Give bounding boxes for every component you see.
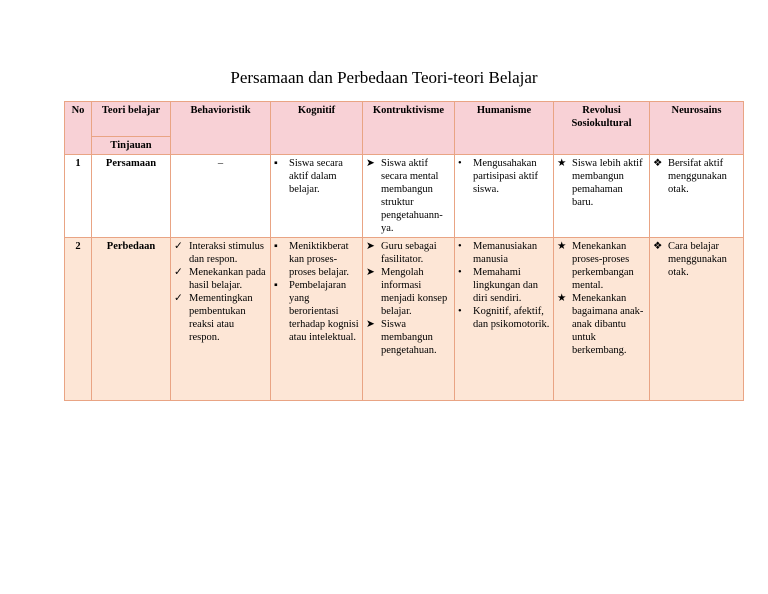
cell-neurosains bbox=[650, 238, 744, 401]
cell-behavioristik bbox=[171, 238, 271, 401]
table-row bbox=[65, 155, 744, 238]
list-item: • Memahami lingkungan dan diri sendiri. bbox=[458, 267, 539, 304]
square-bullet-icon: ▪ bbox=[274, 280, 278, 291]
cell-sosiokultural bbox=[554, 155, 650, 238]
dot-bullet-icon: • bbox=[458, 306, 462, 317]
header-neurosains: Neurosains bbox=[650, 102, 744, 155]
page-title: Persamaan dan Perbedaan Teori-teori Belajar bbox=[230, 68, 538, 87]
diamond-bullet-icon: ❖ bbox=[653, 241, 663, 252]
list-item: ➤ Siswa membangun pengetahuan. bbox=[366, 319, 437, 356]
comparison-table bbox=[64, 101, 744, 401]
table-row bbox=[65, 238, 744, 401]
list-item: ★ Menekankan proses-proses perkembangan mental. bbox=[557, 241, 634, 291]
check-bullet-icon: ✓ bbox=[174, 241, 183, 252]
star-bullet-icon: ★ bbox=[557, 158, 567, 169]
list-item: ➤ Guru sebagai fasilitator. bbox=[366, 241, 437, 265]
star-bullet-icon: ★ bbox=[557, 241, 567, 252]
cell-kognitif bbox=[271, 238, 363, 401]
check-bullet-icon: ✓ bbox=[174, 267, 183, 278]
header-behavioristik: Behavioristik bbox=[171, 102, 271, 155]
list-item: ★ Menekankan bagaimana anak-anak dibantu untuk berkembang. bbox=[557, 293, 644, 356]
list-item: ▪ Meniktikberat kan proses-proses belajar. bbox=[274, 241, 350, 278]
list-item: ✓ Menekankan pada hasil belajar. bbox=[174, 267, 266, 291]
row-number: 2 bbox=[65, 238, 92, 401]
list-item: ★ Siswa lebih aktif membangun pemahaman baru. bbox=[557, 158, 643, 208]
list-item: • Mengusahakan partisipasi aktif siswa. bbox=[458, 158, 539, 195]
cell-kontruktivisme bbox=[363, 238, 455, 401]
list-item: • Kognitif, afektif, dan psikomotorik. bbox=[458, 306, 550, 330]
cell-sosiokultural bbox=[554, 238, 650, 401]
header-humanisme: Humanisme bbox=[455, 102, 554, 155]
arrow-bullet-icon: ➤ bbox=[366, 319, 375, 330]
row-number: 1 bbox=[65, 155, 92, 238]
dot-bullet-icon: • bbox=[458, 267, 462, 278]
header-kontruktivisme: Kontruktivisme bbox=[363, 102, 455, 155]
header-row bbox=[65, 102, 744, 137]
cell-behavioristik: – bbox=[171, 155, 271, 238]
dot-bullet-icon: • bbox=[458, 158, 462, 169]
list-item: ❖ Bersifat aktif menggunakan otak. bbox=[653, 158, 727, 195]
list-item: ▪ Pembelajaran yang berorientasi terhadap kognisi atau intelektual. bbox=[274, 280, 359, 343]
arrow-bullet-icon: ➤ bbox=[366, 267, 375, 278]
list-item: ❖ Cara belajar menggunakan otak. bbox=[653, 241, 727, 278]
header-sosiokultural: Revolusi Sosiokultural bbox=[554, 102, 650, 155]
row-tinjauan: Persamaan bbox=[92, 155, 171, 238]
list-item: ✓ Interaksi stimulus dan respon. bbox=[174, 241, 264, 265]
cell-neurosains bbox=[650, 155, 744, 238]
square-bullet-icon: ▪ bbox=[274, 158, 278, 169]
cell-humanisme bbox=[455, 155, 554, 238]
header-no: No bbox=[65, 102, 92, 155]
star-bullet-icon: ★ bbox=[557, 293, 567, 304]
cell-kontruktivisme bbox=[363, 155, 455, 238]
header-teori-belajar: Teori belajar bbox=[92, 102, 171, 137]
header-kognitif: Kognitif bbox=[271, 102, 363, 155]
diamond-bullet-icon: ❖ bbox=[653, 158, 663, 169]
cell-humanisme bbox=[455, 238, 554, 401]
list-item: ▪ Siswa secara aktif dalam belajar. bbox=[274, 158, 343, 195]
list-item: ➤ Mengolah informasi menjadi konsep belajar. bbox=[366, 267, 448, 317]
list-item: ➤ Siswa aktif secara mental membangun struktur pengetahuann-ya. bbox=[366, 158, 443, 234]
dot-bullet-icon: • bbox=[458, 241, 462, 252]
arrow-bullet-icon: ➤ bbox=[366, 158, 375, 169]
arrow-bullet-icon: ➤ bbox=[366, 241, 375, 252]
header-tinjauan: Tinjauan bbox=[92, 137, 171, 155]
list-item: • Memanusiakan manusia bbox=[458, 241, 538, 265]
cell-kognitif bbox=[271, 155, 363, 238]
square-bullet-icon: ▪ bbox=[274, 241, 278, 252]
list-item: ✓ Mementingkan pembentukan reaksi atau respon. bbox=[174, 293, 253, 343]
check-bullet-icon: ✓ bbox=[174, 293, 183, 304]
row-tinjauan: Perbedaan bbox=[92, 238, 171, 401]
